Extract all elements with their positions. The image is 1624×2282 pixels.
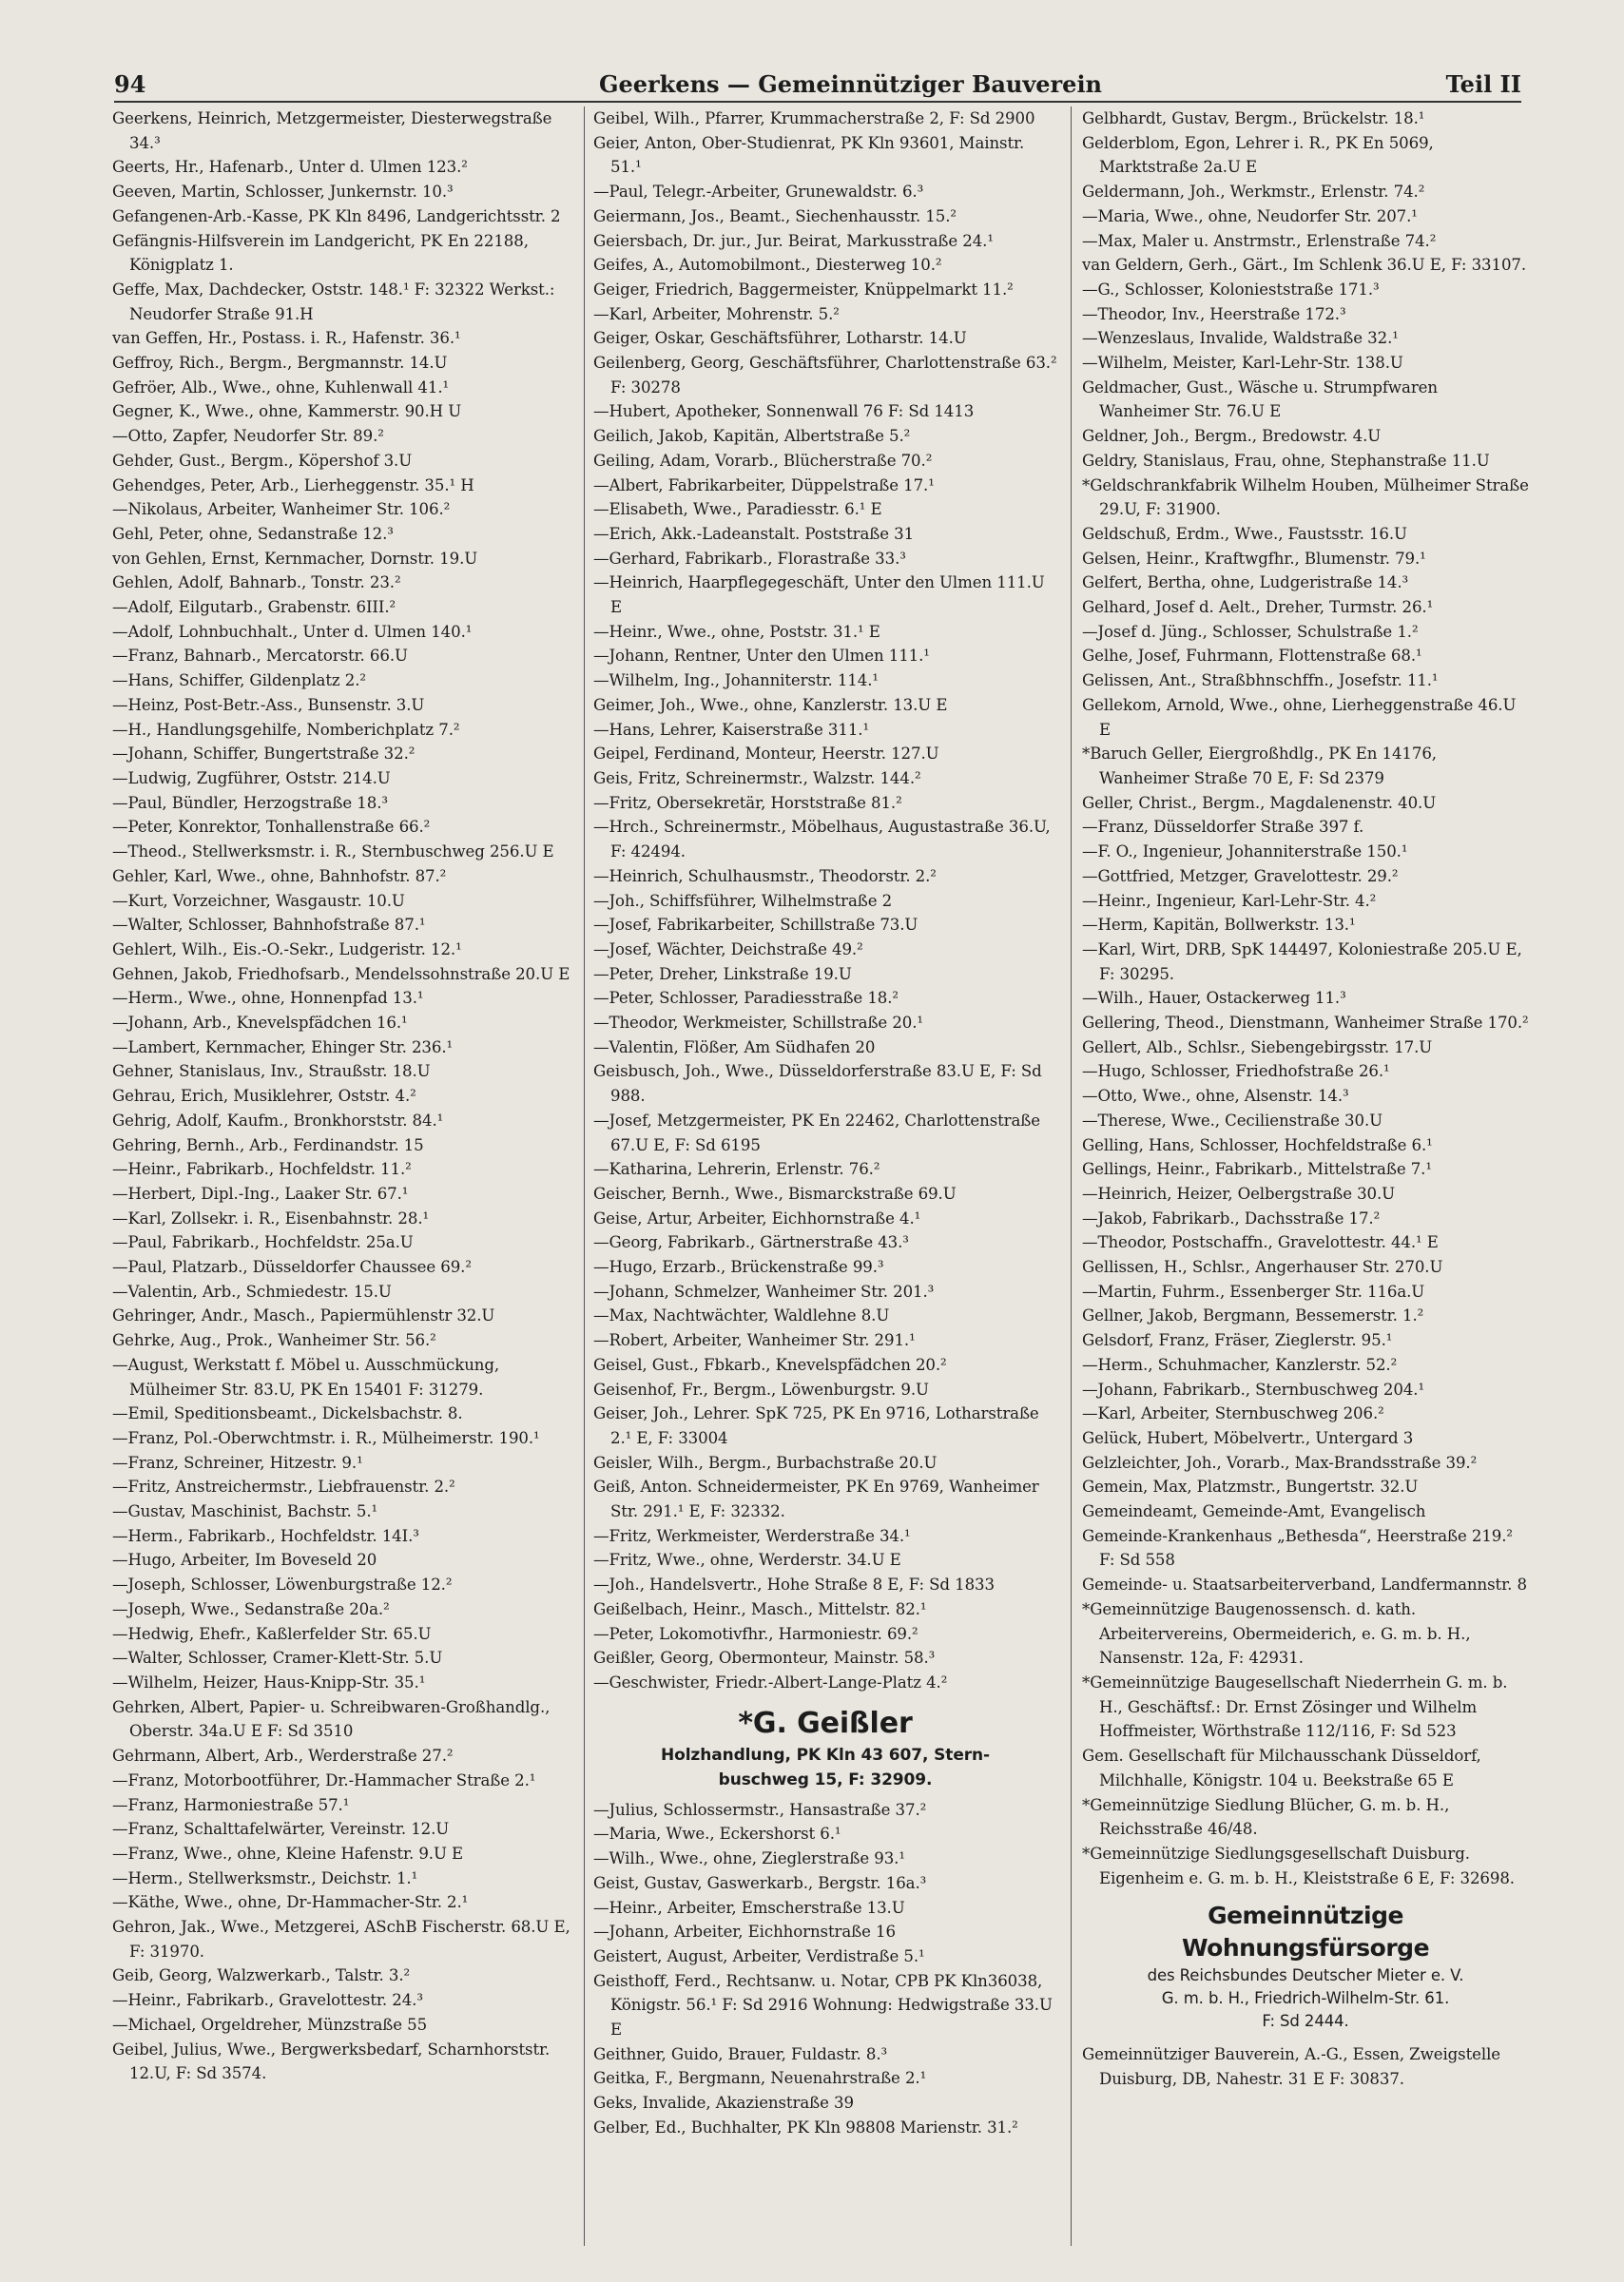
directory-entry: Geller, Christ., Bergm., Magdalenenstr. 40.U xyxy=(1082,793,1437,812)
directory-entry: —Geschwister, Friedr.-Albert-Lange-Platz 4.² xyxy=(593,1673,948,1692)
directory-entry: Gehlert, Wilh., Eis.-O.-Sekr., Ludgeristr. 12.¹ xyxy=(112,939,462,958)
directory-entry: Geiß, Anton. Schneidermeister, PK En 9769, Wanheimer Str. 291.¹ E, F: 32332. xyxy=(593,1478,1039,1521)
directory-entry: Gehrig, Adolf, Kaufm., Bronkhorststr. 84.¹ xyxy=(112,1111,444,1130)
directory-entry: Gellert, Alb., Schlsr., Siebengebirgsstr. 17.U xyxy=(1082,1037,1433,1056)
directory-entry: Geerts, Hr., Hafenarb., Unter d. Ulmen 123.² xyxy=(112,158,468,177)
ad-line: buschweg 15, F: 32909. xyxy=(718,1770,933,1789)
directory-entry: Gefängnis-Hilfsverein im Landgericht, PK En 22188, Königplatz 1. xyxy=(112,231,529,275)
directory-entry: —Heinr., Wwe., ohne, Poststr. 31.¹ E xyxy=(593,622,880,641)
directory-entry: —Wilh., Wwe., ohne, Zieglerstraße 93.¹ xyxy=(593,1849,905,1868)
directory-entry: Geibel, Julius, Wwe., Bergwerksbedarf, Scharnhorststr. 12.U, F: Sd 3574. xyxy=(112,2040,551,2083)
directory-entry: Geldmacher, Gust., Wäsche u. Strumpfwaren Wanheimer Str. 76.U E xyxy=(1082,377,1438,421)
directory-entry: Gehder, Gust., Bergm., Köpershof 3.U xyxy=(112,451,413,470)
directory-entry: *Gemeinnützige Baugenossensch. d. kath. Arbeitervereins, Obermeiderich, e. G. m. b. H., Nansenstr. 12a, F: 42931. xyxy=(1082,1599,1471,1668)
directory-entry: Gelhard, Josef d. Aelt., Dreher, Turmstr. 26.¹ xyxy=(1082,598,1434,617)
directory-entry: —Ludwig, Zugführer, Oststr. 214.U xyxy=(112,768,391,787)
directory-entry: —Heinz, Post-Betr.-Ass., Bunsenstr. 3.U xyxy=(112,695,425,714)
directory-entry: —Käthe, Wwe., ohne, Dr-Hammacher-Str. 2.¹ xyxy=(112,1893,469,1912)
directory-entry: —Karl, Arbeiter, Sternbuschweg 206.² xyxy=(1082,1404,1384,1423)
directory-entry: —Theodor, Inv., Heerstraße 172.³ xyxy=(1082,304,1346,323)
directory-entry: —Paul, Telegr.-Arbeiter, Grunewaldstr. 6.³ xyxy=(593,183,924,202)
directory-entry: Geisel, Gust., Fbkarb., Knevelspfädchen 20.² xyxy=(593,1355,947,1374)
directory-entry: Geldner, Joh., Bergm., Bredowstr. 4.U xyxy=(1082,427,1382,446)
directory-entry: —Hugo, Erzarb., Brückenstraße 99.³ xyxy=(593,1258,884,1277)
directory-entry: —Lambert, Kernmacher, Ehinger Str. 236.¹ xyxy=(112,1037,454,1056)
directory-entry: —Theod., Stellwerksmstr. i. R., Sternbuschweg 256.U E xyxy=(112,842,554,861)
directory-entry: —Martin, Fuhrm., Essenberger Str. 116a.U xyxy=(1082,1282,1425,1301)
directory-entry: —Michael, Orgeldreher, Münzstraße 55 xyxy=(112,2015,428,2034)
directory-entry: —Peter, Lokomotivfhr., Harmoniestr. 69.² xyxy=(593,1624,918,1643)
directory-entry: Gem. Gesellschaft für Milchausschank Düsseldorf, Milchhalle, Königstr. 104 u. Beekstraße 65 E xyxy=(1082,1747,1481,1789)
directory-entry: Gefröer, Alb., Wwe., ohne, Kuhlenwall 41.¹ xyxy=(112,377,450,396)
directory-entry: Geldschuß, Erdm., Wwe., Faustsstr. 16.U xyxy=(1082,524,1407,543)
directory-entry: —Karl, Arbeiter, Mohrenstr. 5.² xyxy=(593,304,840,323)
ad-line: F: Sd 2444. xyxy=(1262,2012,1349,2031)
directory-entry: —Josef, Wächter, Deichstraße 49.² xyxy=(593,939,863,958)
directory-entry: Gemein, Max, Platzmstr., Bungertstr. 32.U xyxy=(1082,1478,1419,1497)
directory-entry: —Wenzeslaus, Invalide, Waldstraße 32.¹ xyxy=(1082,329,1399,348)
directory-entry: Gehnen, Jakob, Friedhofsarb., Mendelssohnstraße 20.U E xyxy=(112,964,570,983)
directory-entry: Geier, Anton, Ober-Studienrat, PK Kln 93601, Mainstr. 51.¹ xyxy=(593,133,1025,177)
directory-entry: Geist, Gustav, Gaswerkarb., Bergstr. 16a.³ xyxy=(593,1873,927,1892)
ad-line: G. m. b. H., Friedrich-Wilhelm-Str. 61. xyxy=(1161,1989,1450,2008)
directory-entry: —Theodor, Werkmeister, Schillstraße 20.¹ xyxy=(593,1014,923,1033)
directory-entry: —Johann, Schiffer, Bungertstraße 32.² xyxy=(112,745,416,764)
page-header xyxy=(114,68,1521,103)
directory-entry: Geiger, Oskar, Geschäftsführer, Lotharstr. 14.U xyxy=(593,329,967,348)
directory-entry: Gelling, Hans, Schlosser, Hochfeldstraße 6.¹ xyxy=(1082,1135,1433,1154)
directory-entry: Geldry, Stanislaus, Frau, ohne, Stephanstraße 11.U xyxy=(1082,451,1490,470)
directory-entry: Geilenberg, Georg, Geschäftsführer, Charlottenstraße 63.² F: 30278 xyxy=(593,354,1057,396)
directory-entry: Geipel, Ferdinand, Monteur, Heerstr. 127.U xyxy=(593,745,939,764)
directory-entry: Gehendges, Peter, Arb., Lierheggenstr. 35.¹ H xyxy=(112,475,474,494)
directory-entry: van Geffen, Hr., Postass. i. R., Hafenstr. 36.¹ xyxy=(112,329,461,348)
directory-entry: Gemeinde- u. Staatsarbeiterverband, Landfermannstr. 8 xyxy=(1082,1576,1527,1595)
directory-entry: Gelfert, Bertha, ohne, Ludgeristraße 14.³ xyxy=(1082,573,1409,592)
directory-entry: —Joh., Handelsvertr., Hohe Straße 8 E, F: Sd 1833 xyxy=(593,1576,995,1595)
directory-entry: —Karl, Wirt, DRB, SpK 144497, Koloniestraße 205.U E, F: 30295. xyxy=(1082,939,1522,983)
column-divider xyxy=(584,106,585,2246)
directory-entry: Geiser, Joh., Lehrer. SpK 725, PK En 9716, Lotharstraße 2.¹ E, F: 33004 xyxy=(593,1404,1039,1447)
directory-entry: —Herbert, Dipl.-Ing., Laaker Str. 67.¹ xyxy=(112,1184,409,1203)
directory-entry: —Jakob, Fabrikarb., Dachsstraße 17.² xyxy=(1082,1209,1381,1228)
directory-entry: —Franz, Düsseldorfer Straße 397 f. xyxy=(1082,818,1364,837)
directory-entry: —Hedwig, Ehefr., Kaßlerfelder Str. 65.U xyxy=(112,1624,432,1643)
directory-entry: —Nikolaus, Arbeiter, Wanheimer Str. 106.² xyxy=(112,500,451,519)
directory-entry: —Heinrich, Haarpflegegeschäft, Unter den Ulmen 111.U E xyxy=(593,573,1045,617)
directory-entry: —Emil, Speditionsbeamt., Dickelsbachstr. 8. xyxy=(112,1404,463,1423)
directory-entry: Gehrke, Aug., Prok., Wanheimer Str. 56.² xyxy=(112,1331,436,1350)
directory-entry: Gefangenen-Arb.-Kasse, PK Kln 8496, Landgerichtsstr. 2 xyxy=(112,206,561,225)
directory-entry: —Paul, Fabrikarb., Hochfeldstr. 25a.U xyxy=(112,1233,414,1252)
directory-entry: Geerkens, Heinrich, Metzgermeister, Diesterwegstraße 34.³ xyxy=(112,109,552,152)
directory-entry: —Walter, Schlosser, Cramer-Klett-Str. 5.U xyxy=(112,1649,443,1668)
directory-entry: —Valentin, Arb., Schmiedestr. 15.U xyxy=(112,1282,392,1301)
directory-entry: Gegner, K., Wwe., ohne, Kammerstr. 90.H U xyxy=(112,402,462,421)
directory-entry: —Peter, Konrektor, Tonhallenstraße 66.² xyxy=(112,818,431,837)
directory-entry: Gelzleichter, Joh., Vorarb., Max-Brandsstraße 39.² xyxy=(1082,1453,1478,1472)
directory-entry: —Kurt, Vorzeichner, Wasgaustr. 10.U xyxy=(112,891,405,910)
directory-entry: —Herm., Wwe., ohne, Honnenpfad 13.¹ xyxy=(112,989,424,1008)
directory-entry: van Geldern, Gerh., Gärt., Im Schlenk 36.U E, F: 33107. xyxy=(1082,256,1527,275)
directory-entry: —Hubert, Apotheker, Sonnenwall 76 F: Sd 1413 xyxy=(593,402,975,421)
directory-entry: —Johann, Schmelzer, Wanheimer Str. 201.³ xyxy=(593,1282,935,1301)
directory-entry: *Geldschrankfabrik Wilhelm Houben, Mülheimer Straße 29.U, F: 31900. xyxy=(1082,475,1529,519)
directory-entry: Geibel, Wilh., Pfarrer, Krummacherstraße 2, F: Sd 2900 xyxy=(593,109,1035,127)
directory-entry: Gehron, Jak., Wwe., Metzgerei, ASchB Fischerstr. 68.U E, F: 31970. xyxy=(112,1918,570,1961)
directory-entry: Gelsdorf, Franz, Fräser, Zieglerstr. 95.¹ xyxy=(1082,1331,1393,1350)
directory-entry: —Heinr., Arbeiter, Emscherstraße 13.U xyxy=(593,1898,905,1917)
column-2 xyxy=(593,106,1057,2255)
directory-entry: Gelber, Ed., Buchhalter, PK Kln 98808 Marienstr. 31.² xyxy=(593,2118,1018,2137)
directory-entry: Geiermann, Jos., Beamt., Siechenhausstr. 15.² xyxy=(593,206,957,225)
directory-entry: —Gerhard, Fabrikarb., Florastraße 33.³ xyxy=(593,549,906,568)
directory-entry: Gellner, Jakob, Bergmann, Bessemerstr. 1.² xyxy=(1082,1306,1424,1325)
directory-entry: Geldermann, Joh., Werkmstr., Erlenstr. 74.² xyxy=(1082,183,1425,202)
advertisement-wohnungsfuersorge xyxy=(1082,1900,1529,2033)
directory-entry: Geithner, Guido, Brauer, Fuldastr. 8.³ xyxy=(593,2044,888,2063)
directory-entry: Gehringer, Andr., Masch., Papiermühlenstr 32.U xyxy=(112,1306,495,1325)
directory-entry: Gellekom, Arnold, Wwe., ohne, Lierheggenstraße 46.U E xyxy=(1082,695,1517,739)
directory-entry: —Heinr., Fabrikarb., Gravelottestr. 24.³ xyxy=(112,1991,423,2010)
directory-entry: Gehl, Peter, ohne, Sedanstraße 12.³ xyxy=(112,524,394,543)
directory-entry: Geißler, Georg, Obermonteur, Mainstr. 58.³ xyxy=(593,1649,936,1668)
directory-entry: —Fritz, Werkmeister, Werderstraße 34.¹ xyxy=(593,1526,911,1545)
directory-entry: Geisbusch, Joh., Wwe., Düsseldorferstraße 83.U E, F: Sd 988. xyxy=(593,1062,1042,1106)
page-number: 94 xyxy=(114,70,146,98)
directory-entry: —Hrch., Schreinermstr., Möbelhaus, Augustastraße 36.U, F: 42494. xyxy=(593,818,1051,861)
directory-entry: Geffe, Max, Dachdecker, Oststr. 148.¹ F: 32322 Werkst.: Neudorfer Straße 91.H xyxy=(112,280,555,323)
directory-entry: —Hans, Lehrer, Kaiserstraße 311.¹ xyxy=(593,720,869,739)
directory-entry: Geisenhof, Fr., Bergm., Löwenburgstr. 9.U xyxy=(593,1380,929,1399)
directory-entry: von Gehlen, Ernst, Kernmacher, Dornstr. 19.U xyxy=(112,549,478,568)
directory-entry: Gelhe, Josef, Fuhrmann, Flottenstraße 68.¹ xyxy=(1082,647,1422,666)
directory-entry: —Maria, Wwe., Eckershorst 6.¹ xyxy=(593,1825,841,1844)
directory-entry: —Max, Maler u. Anstrmstr., Erlenstraße 74.² xyxy=(1082,231,1437,250)
directory-entry: —Julius, Schlossermstr., Hansastraße 37.² xyxy=(593,1800,927,1819)
directory-entry: —Johann, Arb., Knevelspfädchen 16.¹ xyxy=(112,1014,408,1033)
directory-entry: —Fritz, Wwe., ohne, Werderstr. 34.U E xyxy=(593,1551,901,1570)
directory-entry: Geisthoff, Ferd., Rechtsanw. u. Notar, CPB PK Kln36038, Königstr. 56.¹ F: Sd 2916 Wohnung: Hedwigstraße 33.U E xyxy=(593,1971,1053,2040)
directory-entry: Geise, Artur, Arbeiter, Eichhornstraße 4.¹ xyxy=(593,1209,921,1228)
directory-entry: Geimer, Joh., Wwe., ohne, Kanzlerstr. 13.U E xyxy=(593,695,948,714)
directory-entry: —Hans, Schiffer, Gildenplatz 2.² xyxy=(112,671,366,690)
directory-entry: —Herm, Kapitän, Bollwerkstr. 13.¹ xyxy=(1082,916,1356,935)
directory-entry: *Gemeinnützige Baugesellschaft Niederrhein G. m. b. H., Geschäftsf.: Dr. Ernst Zösinger und Wilhelm Hoffmeister, Wörthstraße 112/116, F: Sd 523 xyxy=(1082,1673,1508,1741)
directory-entry: Gelderblom, Egon, Lehrer i. R., PK En 5069, Marktstraße 2a.U E xyxy=(1082,133,1434,177)
directory-entry: —Maria, Wwe., ohne, Neudorfer Str. 207.¹ xyxy=(1082,206,1418,225)
directory-entry: —Robert, Arbeiter, Wanheimer Str. 291.¹ xyxy=(593,1331,916,1350)
column-3 xyxy=(1082,106,1529,2255)
directory-entry: Geeven, Martin, Schlosser, Junkernstr. 10.³ xyxy=(112,183,454,202)
directory-entry: Gelsen, Heinr., Kraftwgfhr., Blumenstr. 79.¹ xyxy=(1082,549,1426,568)
directory-entry: —Wilh., Hauer, Ostackerweg 11.³ xyxy=(1082,989,1346,1008)
directory-entry: —Erich, Akk.-Ladeanstalt. Poststraße 31 xyxy=(593,524,915,543)
directory-entry: —Elisabeth, Wwe., Paradiesstr. 6.¹ E xyxy=(593,500,882,519)
column-1 xyxy=(112,106,576,2255)
directory-entry: —Adolf, Eilgutarb., Grabenstr. 6III.² xyxy=(112,598,396,617)
directory-entry: —Theodor, Postschaffn., Gravelottestr. 44.¹ E xyxy=(1082,1233,1439,1252)
directory-entry: Geischer, Bernh., Wwe., Bismarckstraße 69.U xyxy=(593,1184,957,1203)
directory-entry: —Johann, Arbeiter, Eichhornstraße 16 xyxy=(593,1923,896,1942)
directory-entry: Geitka, F., Bergmann, Neuenahrstraße 2.¹ xyxy=(593,2069,927,2088)
column-divider xyxy=(1071,106,1072,2246)
directory-entry: Gehner, Stanislaus, Inv., Straußstr. 18.U xyxy=(112,1062,431,1081)
directory-entry: —Heinrich, Heizer, Oelbergstraße 30.U xyxy=(1082,1184,1396,1203)
directory-entry: —Hugo, Schlosser, Friedhofstraße 26.¹ xyxy=(1082,1062,1390,1081)
directory-entry: Geilich, Jakob, Kapitän, Albertstraße 5.² xyxy=(593,427,911,446)
directory-entry: —Heinr., Ingenieur, Karl-Lehr-Str. 4.² xyxy=(1082,891,1377,910)
directory-entry: —F. O., Ingenieur, Johanniterstraße 150.¹ xyxy=(1082,842,1408,861)
directory-entry: Geißelbach, Heinr., Masch., Mittelstr. 82.¹ xyxy=(593,1599,927,1618)
directory-entry: —Albert, Fabrikarbeiter, Düppelstraße 17.¹ xyxy=(593,475,935,494)
directory-entry: —Johann, Fabrikarb., Sternbuschweg 204.¹ xyxy=(1082,1380,1425,1399)
directory-entry: Geib, Georg, Walzwerkarb., Talstr. 3.² xyxy=(112,1966,411,1985)
directory-entry: —Gustav, Maschinist, Bachstr. 5.¹ xyxy=(112,1502,378,1521)
directory-entry: Gelbhardt, Gustav, Bergm., Brückelstr. 18.¹ xyxy=(1082,109,1425,127)
directory-entry: —Joseph, Schlosser, Löwenburgstraße 12.² xyxy=(112,1576,453,1595)
directory-entry: —Herm., Schuhmacher, Kanzlerstr. 52.² xyxy=(1082,1355,1398,1374)
directory-entry: —Josef d. Jüng., Schlosser, Schulstraße 1.² xyxy=(1082,622,1419,641)
directory-entry: Gellering, Theod., Dienstmann, Wanheimer Straße 170.² xyxy=(1082,1014,1529,1033)
directory-entry: —Wilhelm, Heizer, Haus-Knipp-Str. 35.¹ xyxy=(112,1673,426,1692)
directory-entry: —Herm., Fabrikarb., Hochfeldstr. 14I.³ xyxy=(112,1526,419,1545)
directory-entry: Gehring, Bernh., Arb., Ferdinandstr. 15 xyxy=(112,1135,424,1154)
directory-entry: —Paul, Bündler, Herzogstraße 18.³ xyxy=(112,793,388,812)
directory-entry: —Heinr., Fabrikarb., Hochfeldstr. 11.² xyxy=(112,1160,412,1179)
directory-entry: —Georg, Fabrikarb., Gärtnerstraße 43.³ xyxy=(593,1233,909,1252)
directory-entry: —Peter, Dreher, Linkstraße 19.U xyxy=(593,964,852,983)
directory-entry: Geiling, Adam, Vorarb., Blücherstraße 70.² xyxy=(593,451,933,470)
directory-entry: —Johann, Rentner, Unter den Ulmen 111.¹ xyxy=(593,647,930,666)
directory-entry: Gehrken, Albert, Papier- u. Schreibwaren-Großhandlg., Oberstr. 34a.U E F: Sd 3510 xyxy=(112,1697,551,1741)
directory-entry: Geiersbach, Dr. jur., Jur. Beirat, Markusstraße 24.¹ xyxy=(593,231,994,250)
directory-entry: —Otto, Zapfer, Neudorfer Str. 89.² xyxy=(112,427,384,446)
directory-entry: —Karl, Zollsekr. i. R., Eisenbahnstr. 28.¹ xyxy=(112,1209,430,1228)
directory-entry: —Peter, Schlosser, Paradiesstraße 18.² xyxy=(593,989,899,1008)
directory-entry: —Valentin, Flößer, Am Südhafen 20 xyxy=(593,1037,876,1056)
directory-entry: —Therese, Wwe., Cecilienstraße 30.U xyxy=(1082,1111,1383,1130)
directory-entry: —Wilhelm, Ing., Johanniterstr. 114.¹ xyxy=(593,671,879,690)
directory-entry: Geifes, A., Automobilmont., Diesterweg 10.² xyxy=(593,256,942,275)
directory-entry: Geisler, Wilh., Bergm., Burbachstraße 20.U xyxy=(593,1453,938,1472)
directory-entry: —Paul, Platzarb., Düsseldorfer Chaussee 69.² xyxy=(112,1258,472,1277)
directory-entry: Gelissen, Ant., Straßbhnschffn., Josefstr. 11.¹ xyxy=(1082,671,1439,690)
directory-entry: Geffroy, Rich., Bergm., Bergmannstr. 14.U xyxy=(112,354,448,373)
ad-line: des Reichsbundes Deutscher Mieter e. V. xyxy=(1147,1966,1464,1985)
directory-entry: —Joh., Schiffsführer, Wilhelmstraße 2 xyxy=(593,891,893,910)
directory-entry: —Adolf, Lohnbuchhalt., Unter d. Ulmen 140.¹ xyxy=(112,622,473,641)
directory-entry: —Franz, Schalttafelwärter, Vereinstr. 12.U xyxy=(112,1820,450,1839)
directory-entry: —Otto, Wwe., ohne, Alsenstr. 14.³ xyxy=(1082,1087,1349,1106)
directory-entry: —G., Schlosser, Kolonieststraße 171.³ xyxy=(1082,280,1380,299)
directory-entry: —Franz, Wwe., ohne, Kleine Hafenstr. 9.U E xyxy=(112,1844,464,1863)
directory-entry: *Gemeinnützige Siedlungsgesellschaft Duisburg. Eigenheim e. G. m. b. H., Kleiststraße 6 E, F: 32698. xyxy=(1082,1844,1515,1887)
directory-entry: —Franz, Harmoniestraße 57.¹ xyxy=(112,1795,350,1814)
directory-entry: Geiger, Friedrich, Baggermeister, Knüppelmarkt 11.² xyxy=(593,280,1014,299)
directory-entry: Gellissen, H., Schlsr., Angerhauser Str. 270.U xyxy=(1082,1258,1443,1277)
ad-company-name: Gemeinnützige Wohnungsfürsorge xyxy=(1181,1902,1430,1963)
ad-company-name: *G. Geißler xyxy=(738,1706,913,1740)
directory-entry: —Walter, Schlosser, Bahnhofstraße 87.¹ xyxy=(112,916,426,935)
directory-entry: —Joseph, Wwe., Sedanstraße 20a.² xyxy=(112,1599,390,1618)
directory-entry: —Franz, Pol.-Oberwchtmstr. i. R., Mülheimerstr. 190.¹ xyxy=(112,1428,540,1447)
page-part: Teil II xyxy=(1445,70,1521,98)
advertisement-geissler xyxy=(593,1705,1057,1792)
directory-entry: —H., Handlungsgehilfe, Nomberichplatz 7.² xyxy=(112,720,460,739)
directory-entry: Gelück, Hubert, Möbelvertr., Untergard 3 xyxy=(1082,1428,1414,1447)
directory-entry: —Franz, Bahnarb., Mercatorstr. 66.U xyxy=(112,647,408,666)
directory-entry: —Katharina, Lehrerin, Erlenstr. 76.² xyxy=(593,1160,880,1179)
directory-entry: —Franz, Motorbootführer, Dr.-Hammacher Straße 2.¹ xyxy=(112,1770,536,1789)
directory-entry: Gehlen, Adolf, Bahnarb., Tonstr. 23.² xyxy=(112,573,401,592)
directory-entry: —Josef, Fabrikarbeiter, Schillstraße 73.U xyxy=(593,916,918,935)
ad-line: Holzhandlung, PK Kln 43 607, Stern- xyxy=(660,1745,990,1765)
directory-entry: Geks, Invalide, Akazienstraße 39 xyxy=(593,2094,854,2113)
directory-entry: —Fritz, Anstreichermstr., Liebfrauenstr. 2.² xyxy=(112,1478,455,1497)
directory-entry: Geis, Fritz, Schreinermstr., Walzstr. 144.² xyxy=(593,768,921,787)
directory-entry: Gemeinnütziger Bauverein, A.-G., Essen, Zweigstelle Duisburg, DB, Nahestr. 31 E F: 30837. xyxy=(1082,2045,1501,2089)
page-title: Geerkens — Gemeinnütziger Bauverein xyxy=(599,70,1103,98)
directory-entry: *Gemeinnützige Siedlung Blücher, G. m. b. H., Reichsstraße 46/48. xyxy=(1082,1795,1450,1839)
directory-entry: Gemeinde-Krankenhaus „Bethesda“, Heerstraße 219.² F: Sd 558 xyxy=(1082,1526,1513,1570)
directory-entry: Gehrau, Erich, Musiklehrer, Oststr. 4.² xyxy=(112,1087,416,1106)
directory-entry: Gellings, Heinr., Fabrikarb., Mittelstraße 7.¹ xyxy=(1082,1160,1432,1179)
directory-entry: —Franz, Schreiner, Hitzestr. 9.¹ xyxy=(112,1453,363,1472)
directory-entry: Gemeindeamt, Gemeinde-Amt, Evangelisch xyxy=(1082,1502,1426,1521)
directory-entry: —Max, Nachtwächter, Waldlehne 8.U xyxy=(593,1306,890,1325)
directory-entry: Geistert, August, Arbeiter, Verdistraße 5.¹ xyxy=(593,1946,925,1965)
directory-entry: —Heinrich, Schulhausmstr., Theodorstr. 2.² xyxy=(593,866,937,885)
directory-entry: —August, Werkstatt f. Möbel u. Ausschmückung, Mülheimer Str. 83.U, PK En 15401 F: 31279. xyxy=(112,1355,500,1399)
directory-entry: Gehrmann, Albert, Arb., Werderstraße 27.² xyxy=(112,1747,454,1766)
directory-entry: Gehler, Karl, Wwe., ohne, Bahnhofstr. 87.² xyxy=(112,866,447,885)
directory-entry: —Fritz, Obersekretär, Horststraße 81.² xyxy=(593,793,902,812)
directory-entry: —Herm., Stellwerksmstr., Deichstr. 1.¹ xyxy=(112,1868,418,1887)
directory-entry: —Wilhelm, Meister, Karl-Lehr-Str. 138.U xyxy=(1082,354,1403,373)
directory-entry: —Josef, Metzgermeister, PK En 22462, Charlottenstraße 67.U E, F: Sd 6195 xyxy=(593,1111,1041,1154)
directory-entry: —Hugo, Arbeiter, Im Boveseld 20 xyxy=(112,1551,377,1570)
directory-entry: *Baruch Geller, Eiergroßhdlg., PK En 14176, Wanheimer Straße 70 E, F: Sd 2379 xyxy=(1082,745,1437,787)
directory-entry: —Gottfried, Metzger, Gravelottestr. 29.² xyxy=(1082,866,1399,885)
